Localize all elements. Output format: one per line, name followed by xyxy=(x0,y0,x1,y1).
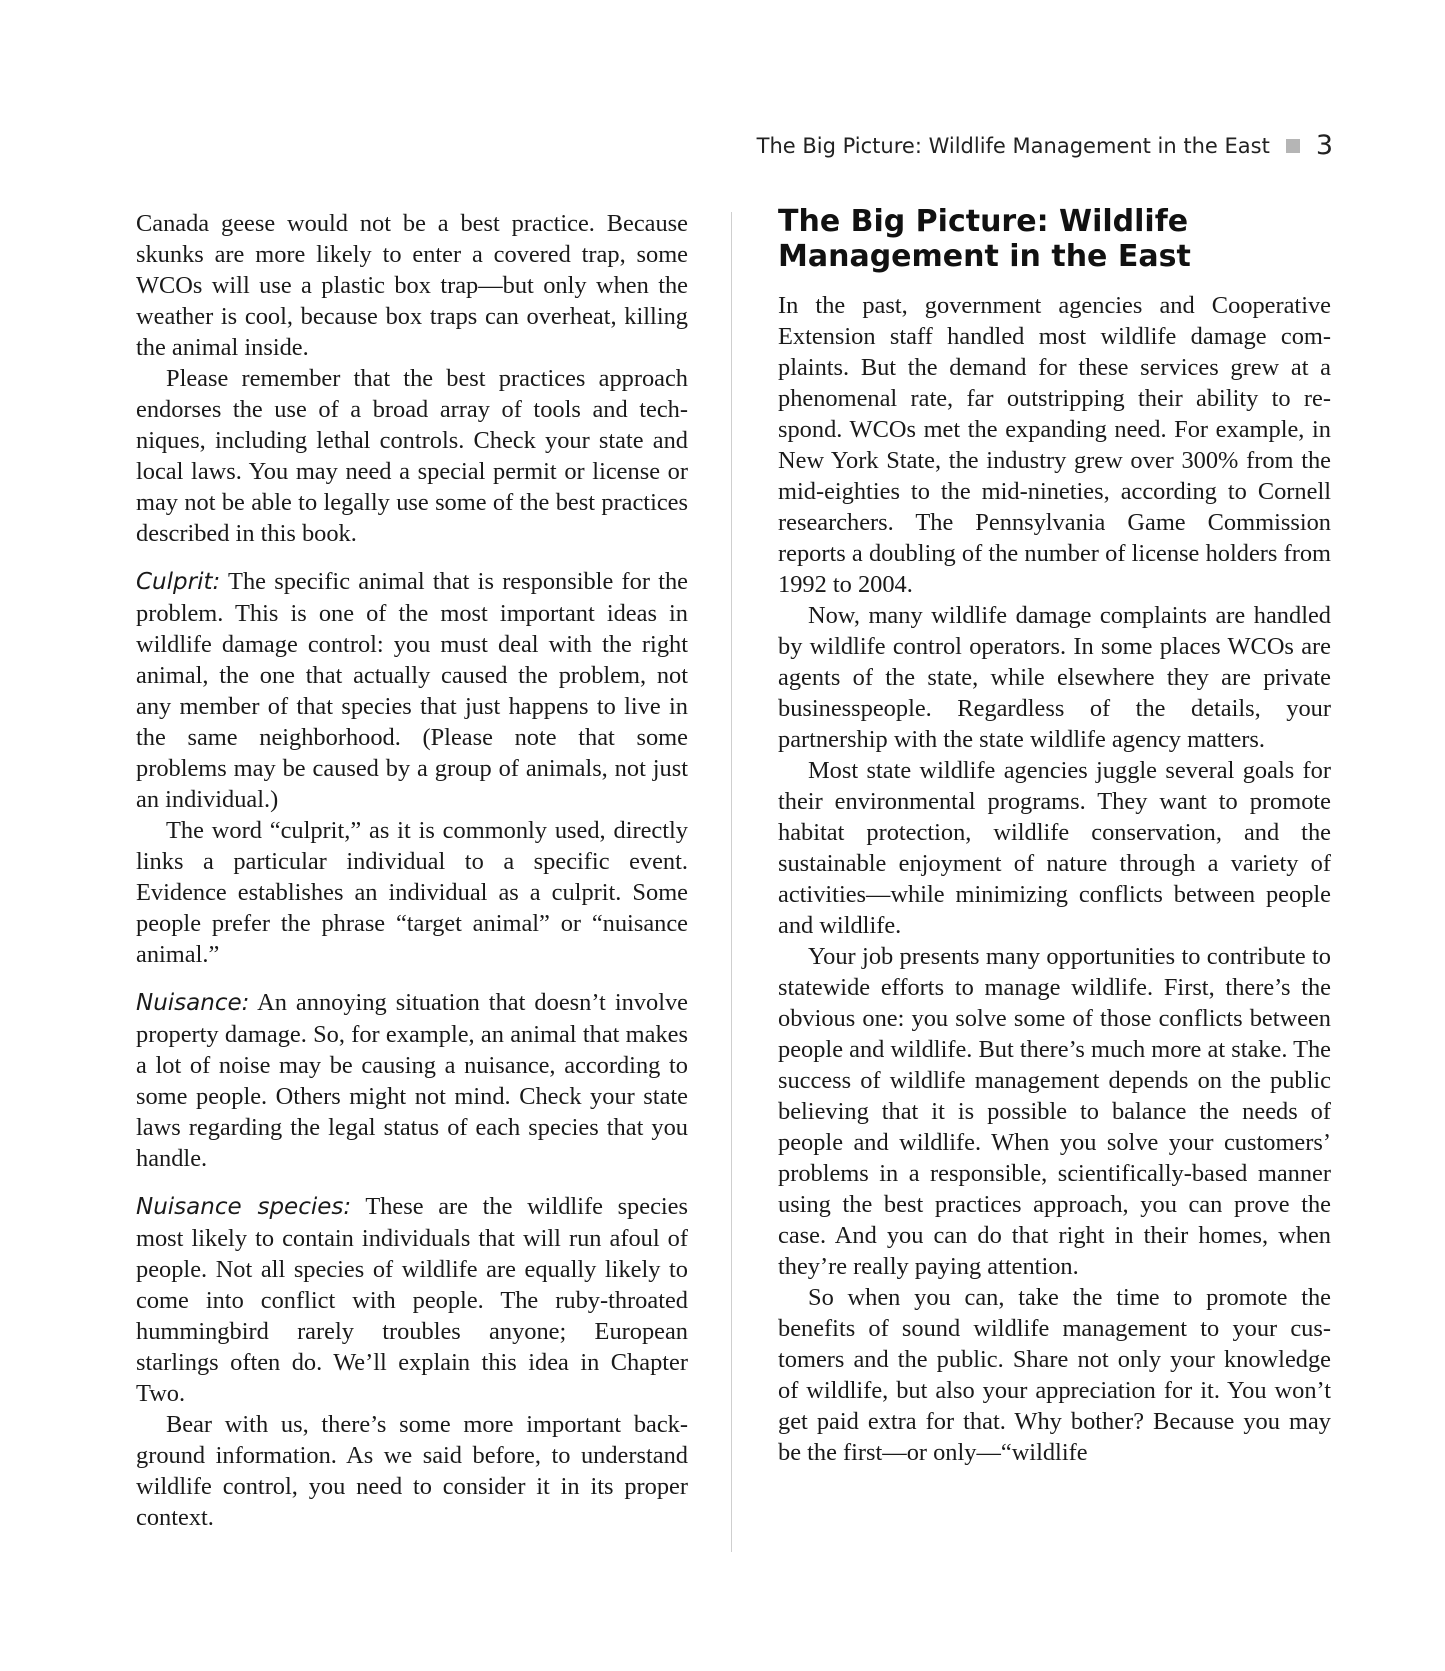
square-bullet-icon xyxy=(1286,139,1300,153)
definition-text: These are the wildlife species most likely to contain individuals that will run afoul of people. Not all species of wildlife are equally likely to come into conflict with people. The ruby-throated hummingbird rarely troubles anyone; European starlings often do. We’ll explain this idea in Chapter Two. xyxy=(136,1193,689,1407)
paragraph: Your job presents many opportunities to contribute to statewide efforts to manage wildlife. First, there’s the obvious one: you solve some of those conflicts between people and wildlife. But there’s much more at stake. The success of wildlife management depends on the public believing that it is possible to balance the needs of people and wildlife. When you solve your customers’ problems in a responsible, scientifically-based manner using the best practices approach, you can prove the case. And you can do that right in their homes, when they’re really paying attention. xyxy=(778,943,1331,1280)
column-divider xyxy=(731,212,732,1552)
running-title: The Big Picture: Wildlife Management in the East xyxy=(756,133,1270,158)
term-nuisance-species: Nuisance species: xyxy=(136,1194,352,1220)
page-number: 3 xyxy=(1315,130,1333,161)
term-culprit: Culprit: xyxy=(136,569,221,595)
paragraph: In the past, government agencies and Cooperative Extension staff handled most wildlife damage complaints. But the demand for these services grew at a phenomenal rate, far outstripping their ability to respond. WCOs met the expanding need. For example, in New York State, the industry grew over 300% from the mid-eighties to the mid-nineties, according to Cornell researchers. The Pennsylvania Game Commission reports a doubling of the number of license holders from 1992 to 2004. xyxy=(778,292,1331,598)
paragraph: Canada geese would not be a best practice. Because skunks are more likely to enter a covered trap, some WCOs will use a plastic box trap—but only when the weather is cool, because box traps can overheat, killing the animal inside. xyxy=(136,210,688,361)
paragraph: So when you can, take the time to promote the benefits of sound wildlife management to your customers and the public. Share not only your knowledge of wildlife, but also your appreciation for it. You won’t get paid extra for that. Why bother? Because you may be the first—or only—“wildlife xyxy=(778,1284,1331,1466)
paragraph: Bear with us, there’s some more important background information. As we said before, to understand wildlife control, you need to consider it in its proper context. xyxy=(136,1411,688,1531)
right-column xyxy=(778,204,1331,1468)
definition-nuisance-species xyxy=(136,1191,688,1409)
running-head xyxy=(757,130,1333,161)
paragraph: Most state wildlife agencies juggle several goals for their environmental programs. They want to promote habitat protection, wildlife conservation, and the sustainable enjoyment of nature through a variety of activities—while minimizing conflicts between people and wildlife. xyxy=(778,757,1331,939)
definition-text: An annoying situation that doesn’t involve property damage. So, for example, an animal that makes a lot of noise may be causing a nuisance, according to some people. Others might not mind. Check your state laws regarding the legal status of each species that you handle. xyxy=(136,989,688,1172)
paragraph: The word “culprit,” as it is commonly used, directly links a particular individual to a specific event. Evidence establishes an individual as a culprit. Some people prefer the phrase “target animal” or “nuisance animal.” xyxy=(136,817,688,968)
left-column xyxy=(136,208,688,1533)
definition-nuisance xyxy=(136,987,688,1174)
section-heading: The Big Picture: Wildlife Management in the East xyxy=(778,204,1191,274)
paragraph: Now, many wildlife damage complaints are handled by wildlife control operators. In some places WCOs are agents of the state, while elsewhere they are private businesspeople. Regardless of the details, your partnership with the state wildlife agency matters. xyxy=(778,602,1331,753)
paragraph: Please remember that the best practices approach endorses the use of a broad array of tools and techniques, including lethal controls. Check your state and local laws. You may need a special permit or license or may not be able to legally use some of the best practices described in this book. xyxy=(136,365,688,547)
definition-text: The specific animal that is responsible for the problem. This is one of the most important ideas in wildlife damage control: you must deal with the right animal, the one that actually caused the problem, not any member of that species that just happens to live in the same neighborhood. (Please note that some problems may be caused by a group of animals, not just an individual.) xyxy=(136,568,688,813)
term-nuisance: Nuisance: xyxy=(136,990,250,1016)
definition-culprit xyxy=(136,566,688,815)
